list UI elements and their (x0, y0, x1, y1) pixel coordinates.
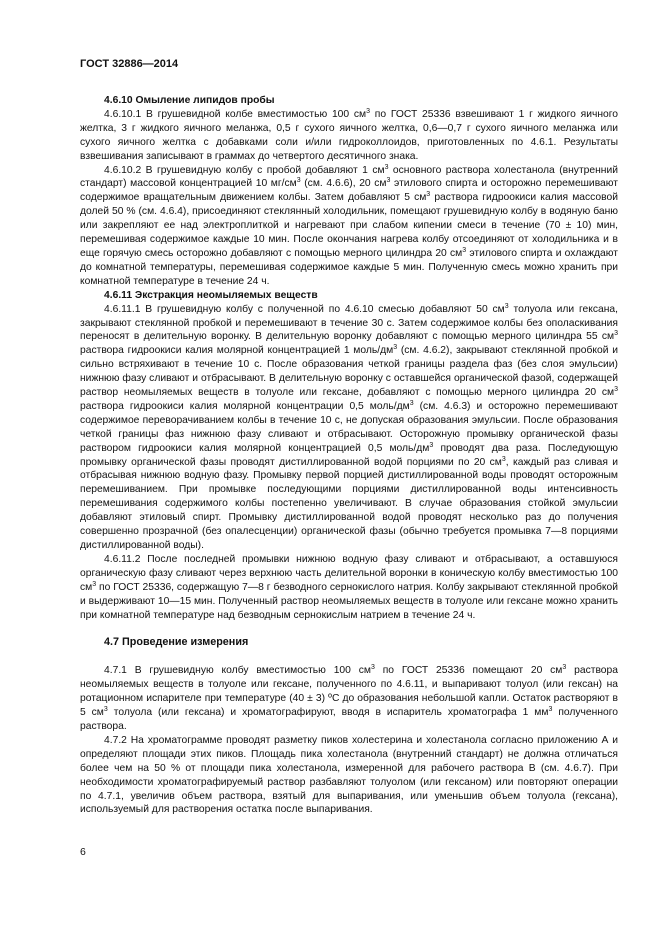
superscript: 3 (103, 706, 108, 714)
superscript: 3 (366, 107, 371, 115)
text-run: (см. 4.6.6), 20 см (300, 178, 387, 190)
superscript: 3 (426, 191, 431, 199)
section-heading-4-7: 4.7 Проведение измерения (104, 636, 249, 649)
superscript: 3 (386, 177, 391, 185)
section-heading-4-6-10: 4.6.10 Омыление липидов пробы (104, 95, 275, 106)
text-run: 4.6.11.1 В грушевидную колбу с полученной по 4.6.10 смесью добавляют 50 см (104, 303, 505, 315)
text-run: 4.7.2 На хроматограмме проводят разметку пиков холестерина и холестанола согласно приложению А и определяют площади этих пиков. Площадь пика холестанола (внутренний стандарт) не должна отличаться более чем на 50 % от площади пика холестанола, измеренной для рабочего раствора В (см. 4.6.7). При необходимости хроматографируемый раствор разбавляют толуолом (или гексаном) или повторяют операции по 4.7.1, увеличив объем раствора, взятый для выпаривания, или уменьшив объем толуола (гексана), используемый для растворения остатка после выпаривания. (80, 734, 618, 816)
section-heading-4-6-11: 4.6.11 Экстракция неомыляемых веществ (104, 289, 318, 301)
superscript: 3 (409, 399, 414, 407)
superscript: 3 (462, 246, 467, 254)
superscript: 3 (548, 706, 553, 714)
text-run: по ГОСТ 25336 помещают 20 см (374, 665, 563, 677)
text-run: полученного раствора. (80, 707, 618, 732)
text-run: (см. 4.6.3) и осторожно перемешивают содержимое переворачиванием колбы в течение 10 с, не допуская образования эмульсии. После образования четкой границы фаз нижнюю фазу сливают и отбрасывают. Осторожную промывку органической фазы раствором гидроокиси калия молярной концентрацией 0,5 моль/дм (80, 400, 618, 454)
text-run: этилового спирта и осторожно перемешивают содержимое вращательным движением колбы. Затем добавляют 5 см (80, 178, 618, 204)
text-run: основного раствора холестанола (внутренний стандарт) массовой концентрацией 10 мг/см (80, 164, 619, 190)
text-run: (см. 4.6.2), закрывают стеклянной пробкой и сильно встряхивают в течение 10 с. После образования четкой границы раздела фаз (без слоя эмульсии) нижнюю фазу сливают и отбрасывают. В делительную воронку с оставшейся органической фазой, содержащей раствор неомыляемых веществ в толуоле или гексане, добавляют с помощью мерного цилиндра 20 см (80, 345, 618, 399)
superscript: 3 (614, 386, 618, 394)
superscript: 3 (384, 163, 389, 171)
paragraph-4-6-10-2 (80, 164, 618, 289)
superscript: 3 (501, 455, 506, 463)
text-run: по ГОСТ 25336 взвешивают 1 г жидкого яичного желтка, 3 г жидкого яичного меланжа, 0,5 г сухого яичного желтка, 0,6—0,7 г сухого яичного меланжа или сухого яичного желтка с добавками соли и/или гидроколлоидов, приготовленных по 4.6.1. Результаты взвешивания записывают в граммах до четвертого десятичного знака. (80, 108, 618, 162)
page-number: 6 (80, 846, 86, 858)
paragraph-4-7-1 (80, 664, 618, 734)
text-run: по ГОСТ 25336, содержащую 7—8 г безводного сернокислого натрия. Колбу закрывают стеклянной пробкой и выдерживают 10—15 мин. Полученный раствор неомыляемых веществ в толуоле или гексане можно хранить при комнатной температуре над безводным сернокислым натрием в течение 24 ч. (80, 581, 618, 621)
paragraph-4-6-10-1 (80, 108, 618, 164)
text-run: раствора гидроокиси калия молярной концентрации 0,5 моль/дм (80, 400, 410, 412)
paragraph-4-6-11-1 (80, 303, 618, 553)
superscript: 3 (504, 302, 509, 310)
text-run: раствора гидроокиси калия массовой долей 50 % (см. 4.6.4), присоединяют стеклянный холодильник, помещают грушевидную колбу в водяную баню или закрепляют ее над электроплиткой и нагревают при слабом кипении смеси в течение (70 ± 10) мин, перемешивая содержимое каждые 10 мин. После окончания нагрева колбу отсоединяют от холодильника и в еще горячую смесь осторожно добавляют с помощью мерного цилиндра 20 см (80, 192, 618, 259)
superscript: 3 (370, 664, 375, 672)
superscript: 3 (614, 330, 618, 338)
text-run: проводят два раза. Последующую промывку органической фазы проводят дистиллированной водой порциями по 20 см (80, 442, 618, 468)
text-run: толуола или гексана, закрывают стеклянной пробкой и перемешивают в течение 30 с. Затем содержимое колбы без ополаскивания переносят в делительную воронку. В делительную воронку добавляют с помощью мерного цилиндра 55 см (80, 303, 618, 343)
text-run: 4.7.1 В грушевидную колбу вместимостью 100 см (104, 665, 371, 677)
superscript: 3 (393, 344, 398, 352)
text-run: раствора гидроокиси калия молярной концентрацией 1 моль/дм (80, 345, 394, 357)
document-body (80, 94, 618, 817)
text-run: толуола (или гексана) и хроматографируют, вводя в испаритель хроматографа 1 мм (107, 707, 549, 719)
text-run: 4.6.11.2 После последней промывки нижнюю водную фазу сливают и отбрасывают, а оставшуюся органическую фазу сливают через верхнюю часть делительной воронки в коническую колбу вместимостью 100 см (80, 553, 618, 593)
superscript: 3 (562, 664, 567, 672)
paragraph-4-7-2 (80, 734, 618, 817)
text-run: , каждый раз сливая и отбрасывая нижнюю водную фазу. Промывку первой порцией дистиллированной воды проводят осторожным перемешиванием. При промывке последующими порциями дистиллированной воды интенсивность перемешивания содержимого колбы постепенно увеличивают. В случае образования стойкой эмульсии добавляют этиловый спирт. Промывку дистиллированной водой проводят несколько раз до получения совершенно прозрачной (без опалесценции) органической фазы (обычно требуется промывка 7—8 порциями дистиллированной воды). (80, 456, 619, 551)
text-run: 4.6.10.2 В грушевидную колбу с пробой добавляют 1 см (104, 164, 385, 176)
superscript: 3 (92, 580, 97, 588)
paragraph-4-6-11-2 (80, 553, 618, 623)
text-run: раствора неомыляемых веществ в толуоле или гексане, полученного по 4.6.11, и выпаривают толуол (или гексан) на ротационном испарителе при температуре (40 ± 3) ºС до образования небольшой капли. Остаток растворяют в 5 см (80, 665, 618, 719)
text-run: этилового спирта и охлаждают до комнатной температуры, перемешивая содержимое каждые 5 мин. Полученную смесь можно хранить при комнатной температуре в течение 24 ч. (80, 247, 618, 287)
text-run: 4.6.10.1 В грушевидной колбе вместимостью 100 см (104, 108, 367, 120)
superscript: 3 (296, 177, 301, 185)
superscript: 3 (429, 441, 434, 449)
document-header: ГОСТ 32886—2014 (80, 58, 179, 70)
